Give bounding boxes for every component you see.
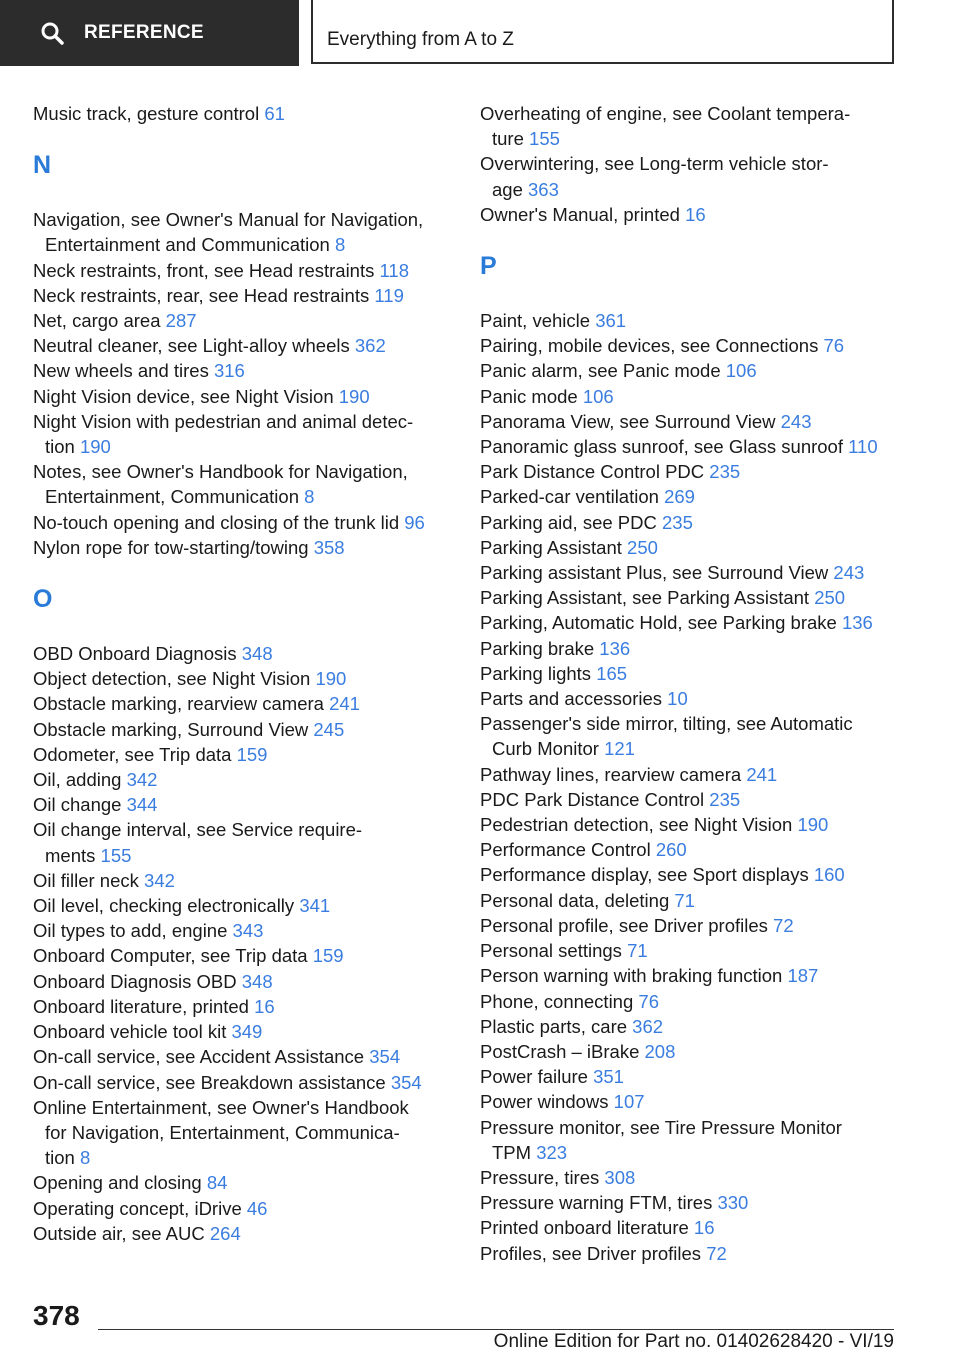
page-link[interactable]: 16	[685, 203, 706, 225]
page-link[interactable]: 119	[374, 284, 404, 306]
page-link[interactable]: 351	[593, 1066, 624, 1088]
page-link[interactable]: 354	[390, 1071, 422, 1093]
reference-tab[interactable]	[0, 0, 299, 66]
index-entry	[480, 101, 900, 151]
index-entry	[480, 560, 900, 585]
entry-text: Parking, Automatic Hold, see Parking brake	[480, 612, 837, 634]
entry-text: Onboard Computer, see Trip data	[33, 945, 308, 967]
entry-text: On-call service, see Breakdown assistance	[33, 1071, 386, 1093]
entry-text: Pressure, tires	[480, 1166, 600, 1188]
page-link[interactable]: 76	[823, 335, 845, 357]
entry-text: Night Vision device, see Night Vision	[33, 385, 334, 407]
index-entry	[33, 1221, 453, 1246]
page-link[interactable]: 362	[354, 335, 386, 357]
index-entry	[480, 151, 900, 201]
index-entry	[33, 868, 453, 893]
index-entry	[480, 787, 900, 812]
entry-text: Notes, see Owner's Handbook for Navigation,	[33, 461, 408, 483]
footer-divider	[98, 1329, 894, 1330]
entry-text: Obstacle marking, rearview camera	[33, 693, 324, 715]
page-link[interactable]: 348	[241, 643, 273, 665]
index-entry	[480, 384, 900, 409]
page-link[interactable]: 363	[528, 178, 559, 200]
index-entry	[33, 333, 453, 358]
index-entry	[480, 1241, 900, 1266]
entry-text: PDC Park Distance Control	[480, 788, 705, 810]
page-link[interactable]: 190	[338, 385, 370, 407]
entry-text: Power failure	[480, 1066, 588, 1088]
entry-text-continued: for Navigation, Entertainment, Communica‐	[45, 1121, 400, 1143]
entry-text-continued: ture	[492, 128, 524, 150]
page-link[interactable]: 354	[369, 1046, 401, 1068]
entry-text: Neck restraints, rear, see Head restraints	[33, 284, 370, 306]
index-entry	[33, 918, 453, 943]
page-link[interactable]: 61	[264, 103, 285, 124]
index-entry	[33, 767, 453, 792]
entry-text: Night Vision with pedestrian and animal detec‐	[33, 410, 414, 432]
page-link[interactable]: 341	[299, 895, 331, 917]
index-column-right	[480, 101, 900, 1266]
entry-text: Pairing, mobile devices, see Connections	[480, 335, 819, 357]
chapter-title-tab	[311, 0, 894, 64]
entry-text: No-touch opening and closing of the trunk lid	[33, 511, 400, 533]
page-link[interactable]: 208	[644, 1040, 676, 1062]
index-entry	[480, 1165, 900, 1190]
entry-text: Profiles, see Driver profiles	[480, 1242, 702, 1264]
page-link[interactable]: 8	[304, 486, 315, 508]
page-link[interactable]: 155	[100, 844, 132, 866]
index-entry	[480, 1115, 900, 1165]
entry-text: Personal profile, see Driver profiles	[480, 914, 768, 936]
entry-text: Pressure monitor, see Tire Pressure Monitor	[480, 1116, 842, 1138]
index-entry	[33, 1070, 453, 1095]
index-entry	[33, 641, 453, 666]
entry-text: Parking assistant Plus, see Surround View	[480, 562, 829, 584]
entry-text: Oil filler neck	[33, 869, 139, 891]
page-link[interactable]: 84	[206, 1172, 228, 1194]
index-entry	[480, 459, 900, 484]
entry-text: Printed onboard literature	[480, 1217, 689, 1239]
entry-text: Parking aid, see PDC	[480, 511, 657, 533]
index-entry	[33, 409, 453, 459]
page-link[interactable]: 72	[773, 914, 794, 936]
entry-text: Power windows	[480, 1091, 609, 1113]
page-number: 378	[33, 1300, 80, 1331]
chapter-title: Everything from A to Z	[327, 29, 514, 50]
page-link[interactable]: 308	[604, 1166, 636, 1188]
entry-text: Phone, connecting	[480, 990, 634, 1012]
index-entry	[33, 817, 453, 867]
page-link[interactable]: 362	[632, 1015, 664, 1037]
entry-text-continued: Entertainment and Communication	[45, 234, 330, 256]
index-entry	[480, 862, 900, 887]
page-link[interactable]: 76	[638, 990, 659, 1012]
entry-text: Oil level, checking electronically	[33, 895, 295, 917]
entry-text: Parts and accessories	[480, 688, 663, 710]
page-link[interactable]: 235	[662, 511, 693, 533]
entry-text-continued: tion	[45, 436, 75, 458]
index-entry	[480, 1064, 900, 1089]
page-link[interactable]: 316	[213, 360, 245, 382]
page-link[interactable]: 16	[254, 995, 275, 1017]
page-link[interactable]: 243	[780, 410, 812, 432]
entry-text: Passenger's side mirror, tilting, see Automatic	[480, 713, 853, 735]
index-entry	[33, 459, 453, 509]
entry-text-continued: TPM	[492, 1141, 532, 1163]
page-link[interactable]: 235	[709, 461, 741, 483]
entry-text: Personal data, deleting	[480, 889, 670, 911]
entry-text: Plastic parts, care	[480, 1015, 628, 1037]
page-link[interactable]: 160	[813, 864, 845, 886]
page-link[interactable]: 260	[655, 839, 687, 861]
page-link[interactable]: 8	[79, 1147, 91, 1169]
page-link[interactable]: 235	[709, 788, 741, 810]
entry-text: Parking Assistant, see Parking Assistant	[480, 587, 810, 609]
index-entry	[480, 585, 900, 610]
index-entry	[480, 711, 900, 761]
index-entry	[33, 384, 453, 409]
entry-text: Opening and closing	[33, 1172, 202, 1194]
page-link[interactable]: 330	[717, 1192, 749, 1214]
index-entry	[33, 1170, 453, 1195]
index-entry	[480, 484, 900, 509]
index-entry	[33, 893, 453, 918]
index-entry	[480, 1039, 900, 1064]
entry-text: Nylon rope for tow-starting/towing	[33, 536, 309, 558]
entry-text: On-call service, see Accident Assistance	[33, 1046, 365, 1068]
entry-text: Overheating of engine, see Coolant tempera‐	[480, 103, 851, 124]
entry-text: Overwintering, see Long-term vehicle stor‐	[480, 153, 829, 175]
page-link[interactable]: 71	[627, 940, 648, 962]
page-link[interactable]: 190	[79, 436, 111, 458]
page-link[interactable]: 348	[241, 970, 273, 992]
index-entry	[33, 535, 453, 560]
index-letter-heading: O	[33, 585, 53, 614]
index-entry	[33, 717, 453, 742]
entry-text-continued: age	[492, 178, 523, 200]
index-entry	[480, 1089, 900, 1114]
entry-text: Neck restraints, front, see Head restraints	[33, 259, 375, 281]
entry-text: PostCrash – iBrake	[480, 1040, 640, 1062]
page-link[interactable]: 264	[209, 1222, 241, 1244]
entry-text: Parking brake	[480, 637, 595, 659]
page-link[interactable]: 342	[126, 769, 158, 791]
page-link[interactable]: 136	[599, 637, 631, 659]
index-entry	[33, 1095, 453, 1171]
page-link[interactable]: 243	[833, 562, 865, 584]
page-link[interactable]: 8	[335, 234, 346, 256]
index-entry	[480, 434, 900, 459]
index-letter-heading: N	[33, 151, 52, 180]
index-entry	[480, 358, 900, 383]
entry-text: OBD Onboard Diagnosis	[33, 643, 237, 665]
index-entry	[33, 691, 453, 716]
entry-text: Oil, adding	[33, 769, 122, 791]
index-entry	[33, 283, 453, 308]
index-entry	[33, 1019, 453, 1044]
page-link[interactable]: 46	[246, 1197, 268, 1219]
page-link[interactable]: 287	[165, 310, 197, 332]
page-link[interactable]: 343	[232, 920, 264, 942]
entry-text: Panoramic glass sunroof, see Glass sunroof	[480, 436, 843, 458]
index-entry	[480, 510, 900, 535]
page-link[interactable]: 71	[674, 889, 695, 911]
entry-text: Oil change	[33, 794, 122, 816]
entry-text: Parking lights	[480, 662, 592, 684]
page-link[interactable]: 159	[312, 945, 344, 967]
index-entry	[33, 207, 453, 257]
index-entry	[480, 762, 900, 787]
entry-text-continued: ments	[45, 844, 96, 866]
page-link[interactable]: 241	[329, 693, 360, 715]
index-entry	[33, 792, 453, 817]
entry-text: Panorama View, see Surround View	[480, 410, 776, 432]
page-header	[0, 0, 960, 66]
entry-text: Onboard Diagnosis OBD	[33, 970, 237, 992]
page-link[interactable]: 241	[746, 763, 778, 785]
entry-text: Oil types to add, engine	[33, 920, 228, 942]
page-link[interactable]: 16	[693, 1217, 715, 1239]
index-entry	[33, 1196, 453, 1221]
page-link[interactable]: 342	[144, 869, 175, 891]
page-link[interactable]: 358	[313, 536, 345, 558]
index-entry	[480, 1190, 900, 1215]
page-link[interactable]: 250	[814, 587, 846, 609]
page-link[interactable]: 107	[613, 1091, 645, 1113]
page-link[interactable]: 72	[706, 1242, 727, 1264]
page-link[interactable]: 118	[379, 259, 409, 281]
page-link[interactable]: 10	[667, 688, 688, 710]
entry-text: Park Distance Control PDC	[480, 461, 705, 483]
entry-text: Paint, vehicle	[480, 310, 591, 332]
index-entry	[480, 1215, 900, 1240]
page-link[interactable]: 187	[787, 965, 819, 987]
entry-text-continued: tion	[45, 1147, 75, 1169]
entry-text: Pathway lines, rearview camera	[480, 763, 742, 785]
entry-text: Parked-car ventilation	[480, 486, 659, 508]
index-entry	[480, 989, 900, 1014]
index-entry	[480, 535, 900, 560]
page-link[interactable]: 110	[848, 436, 878, 458]
index-entry	[480, 661, 900, 686]
entry-text: New wheels and tires	[33, 360, 209, 382]
entry-text: Neutral cleaner, see Light-alloy wheels	[33, 335, 350, 357]
index-entry	[480, 812, 900, 837]
index-entry	[33, 101, 453, 126]
index-entry	[480, 963, 900, 988]
index-entry	[33, 969, 453, 994]
entry-text: Panic mode	[480, 385, 578, 407]
page-link[interactable]: 250	[627, 536, 658, 558]
entry-text: Obstacle marking, Surround View	[33, 718, 309, 740]
page-link[interactable]: 106	[582, 385, 614, 407]
page-link[interactable]: 106	[725, 360, 757, 382]
entry-text: Outside air, see AUC	[33, 1222, 205, 1244]
entry-text: Online Entertainment, see Owner's Handbook	[33, 1096, 409, 1118]
entry-text: Odometer, see Trip data	[33, 743, 232, 765]
reference-label: REFERENCE	[84, 22, 204, 43]
entry-text: Performance display, see Sport displays	[480, 864, 809, 886]
index-entry	[480, 333, 900, 358]
page-link[interactable]: 269	[664, 486, 695, 508]
index-column-left	[33, 101, 453, 1246]
entry-text: Onboard literature, printed	[33, 995, 249, 1017]
page-link[interactable]: 190	[315, 668, 347, 690]
entry-text-continued: Entertainment, Communication	[45, 486, 299, 508]
page-link[interactable]: 245	[313, 718, 345, 740]
index-entry	[480, 202, 900, 227]
entry-text: Object detection, see Night Vision	[33, 668, 311, 690]
index-entry	[480, 409, 900, 434]
index-entry	[33, 308, 453, 333]
page-link[interactable]: 190	[797, 814, 829, 836]
entry-text: Performance Control	[480, 839, 651, 861]
page-link[interactable]: 159	[236, 743, 268, 765]
entry-text: Oil change interval, see Service require‐	[33, 819, 363, 841]
index-entry	[33, 994, 453, 1019]
index-entry	[480, 938, 900, 963]
index-entry	[33, 742, 453, 767]
page-link[interactable]: 361	[595, 310, 627, 332]
index-entry	[480, 837, 900, 862]
page-link[interactable]: 349	[231, 1021, 263, 1043]
index-entry	[33, 1044, 453, 1069]
index-letter-heading: P	[480, 252, 497, 281]
index-entry	[33, 943, 453, 968]
index-entry	[480, 636, 900, 661]
index-entry	[33, 666, 453, 691]
index-entry	[480, 913, 900, 938]
entry-text-continued: Curb Monitor	[492, 738, 599, 760]
page-link[interactable]: 165	[596, 662, 628, 684]
entry-text: Person warning with braking function	[480, 965, 783, 987]
entry-text: Onboard vehicle tool kit	[33, 1021, 227, 1043]
entry-text: Panic alarm, see Panic mode	[480, 360, 721, 382]
entry-text: Parking Assistant	[480, 536, 622, 558]
index-entry	[480, 888, 900, 913]
search-icon	[40, 21, 64, 45]
page-link[interactable]: 121	[604, 738, 635, 760]
entry-text: Pedestrian detection, see Night Vision	[480, 814, 793, 836]
page-link[interactable]: 136	[841, 612, 873, 634]
entry-text: Personal settings	[480, 940, 622, 962]
entry-text: Music track, gesture control	[33, 103, 260, 124]
page-link[interactable]: 323	[536, 1141, 568, 1163]
index-entry	[480, 686, 900, 711]
index-entry	[33, 358, 453, 383]
entry-text: Navigation, see Owner's Manual for Navigation,	[33, 209, 424, 231]
index-entry	[33, 258, 453, 283]
entry-text: Net, cargo area	[33, 310, 161, 332]
index-entry	[480, 308, 900, 333]
page-link[interactable]: 155	[529, 128, 560, 150]
index-entry	[480, 610, 900, 635]
entry-text: Pressure warning FTM, tires	[480, 1192, 713, 1214]
page-link[interactable]: 344	[126, 794, 158, 816]
index-entry	[480, 1014, 900, 1039]
edition-text: Online Edition for Part no. 01402628420 - VI/19	[493, 1331, 894, 1352]
page-link[interactable]: 96	[404, 511, 425, 533]
entry-text: Owner's Manual, printed	[480, 203, 680, 225]
entry-text: Operating concept, iDrive	[33, 1197, 242, 1219]
index-entry	[33, 510, 453, 535]
